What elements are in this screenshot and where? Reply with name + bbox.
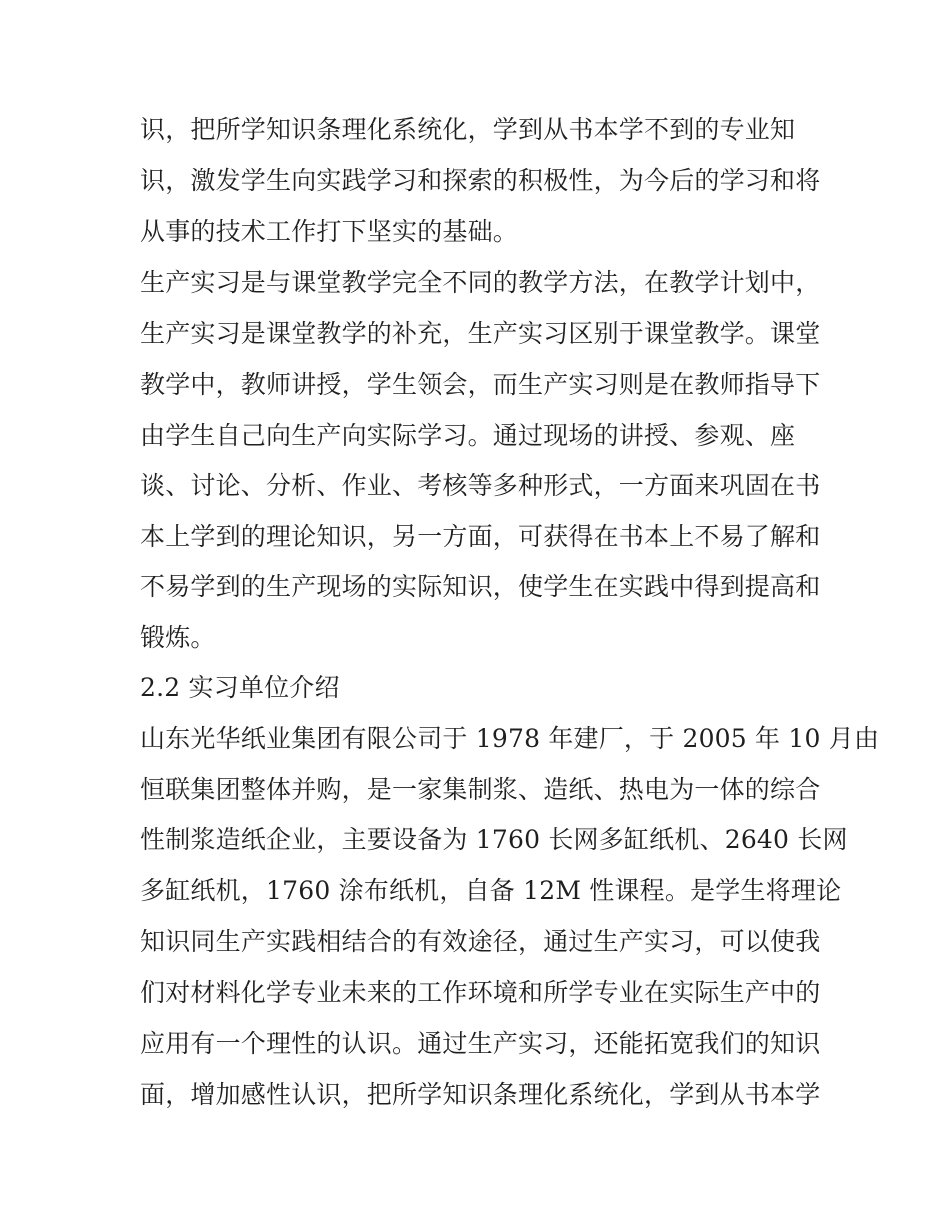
text-line: 谈、讨论、分析、作业、考核等多种形式，一方面来巩固在书	[140, 471, 821, 500]
text-line: 教学中，教师讲授，学生领会，而生产实习则是在教师指导下	[140, 370, 821, 399]
text-line: 识，把所学知识条理化系统化，学到从书本学不到的专业知	[140, 115, 796, 144]
text-line: 多缸纸机，1760 涂布纸机，自备 12M 性课程。是学生将理论	[140, 876, 842, 905]
text-line: 山东光华纸业集团有限公司于 1978 年建厂，于 2005 年 10 月由	[140, 724, 880, 753]
text-line: 们对材料化学专业未来的工作环境和所学专业在实际生产中的	[140, 978, 821, 1007]
text-line: 生产实习是与课堂教学完全不同的教学方法，在教学计划中，	[140, 268, 821, 297]
text-line: 不易学到的生产现场的实际知识，使学生在实践中得到提高和	[140, 572, 821, 601]
text-line: 生产实习是课堂教学的补充，生产实习区别于课堂教学。课堂	[140, 319, 821, 348]
text-line: 从事的技术工作打下坚实的基础。	[140, 217, 519, 246]
text-line: 恒联集团整体并购，是一家集制浆、造纸、热电为一体的综合	[140, 775, 821, 804]
text-line: 性制浆造纸企业，主要设备为 1760 长网多缸纸机、2640 长网	[140, 825, 848, 854]
text-line: 由学生自己向生产向实际学习。通过现场的讲授、参观、座	[140, 421, 796, 450]
text-line: 锻炼。	[140, 623, 216, 652]
text-line: 识，激发学生向实践学习和探索的积极性，为今后的学习和将	[140, 166, 821, 195]
text-line: 本上学到的理论知识，另一方面，可获得在书本上不易了解和	[140, 522, 821, 551]
text-line: 知识同生产实践相结合的有效途径，通过生产实习，可以使我	[140, 927, 821, 956]
text-line: 应用有一个理性的认识。通过生产实习，还能拓宽我们的知识	[140, 1029, 821, 1058]
section-heading: 2.2 实习单位介绍	[140, 673, 340, 702]
text-line: 面，增加感性认识，把所学知识条理化系统化，学到从书本学	[140, 1080, 821, 1109]
